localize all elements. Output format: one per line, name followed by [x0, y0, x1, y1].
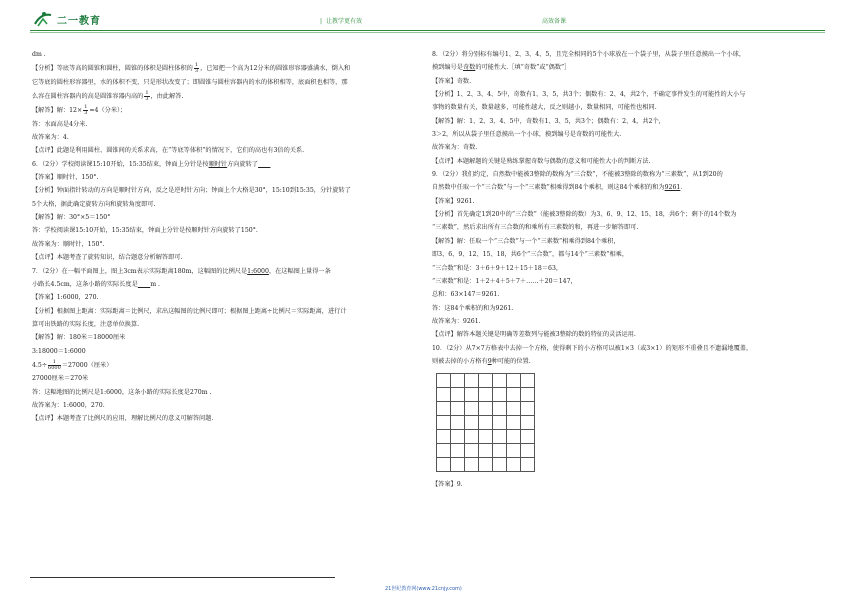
logo-text: 二一教育	[57, 15, 101, 27]
question-7: 7．（2分）在一幅平面图上，图上3cm表示实际距离180m，这幅图的比例尺是1:6000，在这幅图上量得一条	[32, 267, 331, 275]
solution-q7: 【解答】解：180米＝18000厘米	[32, 334, 126, 342]
grid-cell	[465, 402, 479, 416]
right-column	[432, 50, 822, 493]
runner-logo-icon	[32, 10, 54, 28]
comment-q7: 【点评】本题考查了比例尺的应用，理解比例尺的意义可解答问题.	[32, 415, 214, 423]
answer-q7: 【答案】1:6000，270.	[32, 294, 99, 302]
answer-q6: 【答案】顺时针，150°.	[32, 174, 99, 182]
grid-cell	[465, 430, 479, 444]
grid-cell	[521, 458, 535, 472]
text-line: 则被去掉的小方格有9种可能的位置.	[432, 357, 531, 365]
header-divider	[30, 30, 825, 31]
solution-q6: 【解答】解：30°×5＝150°	[32, 214, 111, 222]
grid-cell	[493, 374, 507, 388]
text-line: 摸到编号是奇数的可能性大.［填“奇数”或“偶数”］	[432, 64, 571, 72]
grid-cell	[507, 416, 521, 430]
comment-q9: 【点评】解答本题关键是明确等差数列与能被3整除的数的特征的灵活运用.	[432, 331, 636, 339]
grid-cell	[521, 374, 535, 388]
grid-cell	[507, 402, 521, 416]
text-line: 故答案为：4.	[32, 134, 69, 142]
text-line: 算可出铁路的实际长度，注意单位换算.	[32, 320, 140, 328]
text-line: 答：水面高是4分米.	[32, 120, 88, 128]
text-line: 5个大格，据此确定旋转方向和旋转角度即可.	[32, 200, 156, 208]
grid-cell	[521, 444, 535, 458]
grid-cell	[451, 402, 465, 416]
text-line: 它等底的圆柱形容器里，水的体积不变，只是形状改变了；即圆锥与圆柱容器内的水的体积相等，底面积也相等，那	[32, 78, 348, 86]
grid-cell	[451, 416, 465, 430]
grid-cell	[465, 374, 479, 388]
text-line: 小路长4.5cm，这条小路的实际长度是____m .	[32, 280, 160, 288]
site-logo	[32, 10, 101, 28]
text-line: 3:18000＝1:6000	[32, 347, 86, 355]
grid-cell	[521, 402, 535, 416]
grid-cell	[437, 402, 451, 416]
text-line: 27000厘米＝270米	[32, 375, 89, 383]
grid-cell	[507, 444, 521, 458]
header-slogan: | 让教学更有效	[320, 18, 363, 25]
grid-cell	[479, 374, 493, 388]
fraction-one-third: $\frac{1}{3}$	[145, 90, 149, 103]
text-line: “三素数”，然后求出所有三合数的和乘所有三素数的和，再进一步解答即可.	[432, 224, 639, 232]
text-line: 故答案为：奇数.	[432, 144, 478, 152]
fraction-one-over-6000: $\frac{1}{6000}$	[48, 358, 61, 371]
text-line: 3＞2，所以从袋子里任意摸出一个小球，摸到编号是奇数的可能性大.	[432, 131, 622, 139]
grid-cell	[493, 402, 507, 416]
fraction-one-third: $\frac{1}{3}$	[194, 62, 199, 75]
footer-divider	[30, 577, 335, 578]
grid-cell	[451, 430, 465, 444]
grid-cell	[479, 388, 493, 402]
analysis-q8: 【分析】1、2、3、4、5中，奇数有1、3、5，共3个；偶数有：2、4，共2个，不确定事件发生的可能性的大小与	[432, 91, 746, 99]
grid-cell	[507, 458, 521, 472]
text-line: 答：学校阅读课15:10开始，15:35结束，钟面上分针是按顺时针方向旋转了150°.	[32, 227, 258, 235]
answer-q10: 【答案】9.	[432, 480, 463, 488]
grid-cell	[507, 374, 521, 388]
grid-cell	[451, 458, 465, 472]
footer-site-link[interactable]: 21世纪教育网(www.21cnjy.com)	[385, 586, 462, 592]
grid-cell	[507, 388, 521, 402]
grid-cell	[437, 416, 451, 430]
comment-q5: 【点评】此题是利用圆柱、圆锥间的关系求高，在“等底等体积”的情况下，它们的高也有3倍的关系.	[32, 147, 305, 155]
text-line: 事物的数量有关，数量越多，可能性越大，反之则越小，数量相同，可能性也相同.	[432, 104, 657, 112]
grid-cell	[451, 388, 465, 402]
text-line: 总和：63×147＝9261.	[432, 291, 500, 299]
answer-q9: 【答案】9261.	[432, 197, 475, 205]
text-line: 答：这84个乘积的和为9261.	[432, 304, 514, 312]
text-line: 4.5÷ $\frac{1}{6000}$ ＝27000（厘米）	[32, 358, 113, 371]
solution-q9: 【解答】解：任取一个“三合数”与一个“三素数”相乘得到84个乘积，	[432, 237, 620, 245]
grid-cell	[479, 444, 493, 458]
grid-cell	[465, 416, 479, 430]
text-line: 自然数中任取一个“三合数”与一个“三素数”相乘得到84个乘积，则这84个乘积的和为9261．	[432, 184, 687, 192]
grid-cell	[493, 444, 507, 458]
grid-cell	[493, 416, 507, 430]
analysis-q5: 【分析】等底等高的圆锥和圆柱，圆锥的体积是圆柱体积的 $\frac{1}{3}$ ，已知把一个高为12分米的圆锥形容器盛满水，倒入和	[32, 62, 351, 75]
solution-q8: 【解答】解：1、2、3、4、5中，奇数有1、3、5，共3个；偶数有：2、4，共2个，	[432, 117, 665, 125]
grid-cell	[479, 458, 493, 472]
grid-cell	[437, 458, 451, 472]
text-line: 么容在圆柱容器内的高是圆锥容器内高的 $\frac{1}{3}$ ，由此解答.	[32, 90, 184, 103]
grid-cell	[479, 430, 493, 444]
analysis-q6: 【分析】钟面指针转动的方向是顺时针方向，反之是逆时针方向；钟面上个大格是30°，15:10到15:35，分针旋转了	[32, 187, 351, 195]
grid-cell	[479, 402, 493, 416]
text-line: 故答案为：9261.	[432, 317, 481, 325]
text-line: “三素数”和是：1＋2＋4＋5＋7＋……＋20＝147，	[432, 277, 577, 285]
question-9: 9．（2分）我们约定，自然数中能被3整除的数称为“三合数”，不能被3整除的数称为“三素数”，从1到20的	[432, 171, 723, 179]
text-line: 故答案为：顺时针，150°.	[32, 240, 105, 248]
fraction-one-third: $\frac{1}{3}$	[84, 104, 88, 117]
text-line: dm .	[32, 51, 46, 58]
grid-cell	[465, 444, 479, 458]
question-6: 6．（2分）学校阅读课15:10开始，15:35结束，钟面上分针是按顺时针方向旋转了____	[32, 160, 271, 168]
text-line: “三合数”和是：3＋6＋9＋12＋15＋18＝63，	[432, 264, 563, 272]
solution-q5: 【解答】解：12× $\frac{1}{3}$ =4（分米）；	[32, 104, 127, 117]
page-header	[0, 0, 860, 40]
grid-cell	[521, 430, 535, 444]
grid-cell	[437, 430, 451, 444]
header-divider-thin	[30, 32, 825, 33]
grid-cell	[493, 388, 507, 402]
grid-cell	[437, 444, 451, 458]
grid-cell	[479, 416, 493, 430]
text-line: 故答案为：1:6000，270.	[32, 401, 105, 409]
comment-q8: 【点评】本题解题的关键是熟练掌握奇数与偶数的意义和可能性大小的判断方法.	[432, 157, 651, 165]
analysis-q7: 【分析】根据图上距离：实际距离＝比例尺，求出这幅图的比例尺即可；根据图上距离÷比例尺＝实际距离，进行计	[32, 307, 347, 315]
grid-cell	[451, 374, 465, 388]
grid-cell	[465, 388, 479, 402]
grid-cell	[521, 416, 535, 430]
comment-q6: 【点评】本题考查了旋转知识，结合题意分析解答即可.	[32, 254, 183, 262]
grid-cell	[451, 444, 465, 458]
text-line: 答：这幅地图的比例尺是1:6000，这条小路的实际长度是270m .	[32, 388, 212, 396]
text-line: 即3、6、9、12、15、18，共6个“三合数”，都与14个“三素数”相乘，	[432, 251, 629, 259]
header-premium-label: 高效备课	[542, 18, 567, 25]
grid-cell	[437, 388, 451, 402]
seven-by-seven-grid	[436, 373, 535, 472]
grid-cell	[465, 458, 479, 472]
grid-cell	[493, 430, 507, 444]
question-8: 8．（2分）将分别标有编号1、2、3、4、5，且完全相同的5个小球放在一个袋子里，从袋子里任意摸出一个小球，	[432, 51, 746, 58]
grid-cell	[493, 458, 507, 472]
grid-cell	[437, 374, 451, 388]
grid-cell	[507, 430, 521, 444]
left-column	[32, 50, 422, 428]
grid-cell	[521, 388, 535, 402]
question-10: 10．（2分）从7×7方格表中去掉一个方格，使得剩下的小方格可以被1×3（或3×1）的矩形不重叠且不遗漏地覆盖，	[432, 344, 753, 352]
analysis-q9: 【分析】首先确定1到20中的“三合数”（能被3整除的数）为3、6、9、12、15、18，共6个；剩下的14个数为	[432, 211, 737, 219]
answer-q8: 【答案】奇数.	[432, 77, 472, 85]
